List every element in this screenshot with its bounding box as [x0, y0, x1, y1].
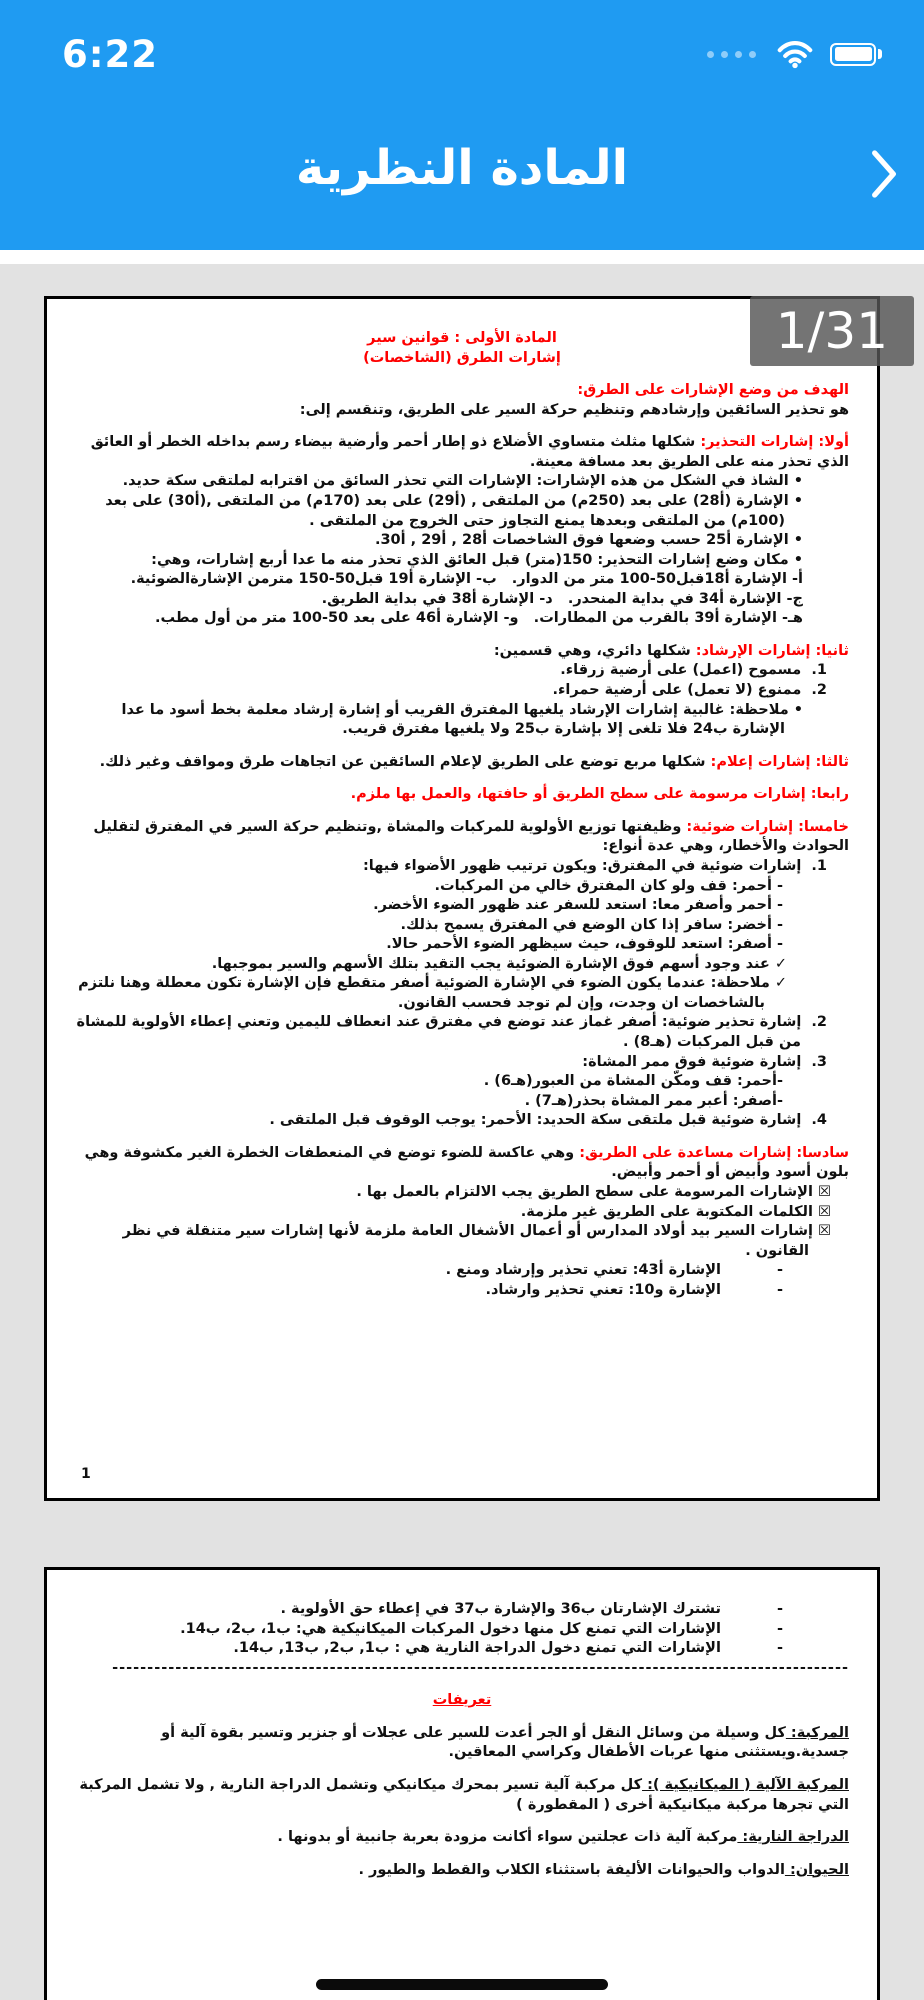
- doc-line: [75, 349, 849, 369]
- blank-line: [75, 420, 849, 433]
- doc-text-segment: الإشارة و10: تعني تحذير وارشاد.: [485, 1281, 721, 1298]
- blank-line: [75, 1678, 849, 1691]
- doc-line: [75, 492, 849, 531]
- blank-line: [75, 772, 849, 785]
- doc-line: [75, 916, 849, 936]
- doc-line: [75, 1261, 849, 1281]
- doc-line: [75, 974, 849, 1013]
- doc-text-segment: الإشارات التي تمنع كل منها دخول المركبات الميكانيكية هي: ب1، ب2، ب14.: [180, 1620, 721, 1637]
- doc-text-segment: • ملاحظة: غالبية إشارات الإرشاد يلغيها المفترق القريب أو إشارة إرشاد معلمة بخط أسود ما عدا الإشارة ب24 فلا تلغى إلا بإشارة ب25 ولا يلغيها مفترق قريب.: [121, 701, 803, 738]
- page-title: المادة النظرية: [295, 140, 629, 196]
- doc-line: [75, 381, 849, 401]
- doc-text-segment: هـ- الإشارة أ39 بالقرب من المطارات. و- الإشارة أ46 على بعد 50-100 متر من أول مطب.: [155, 610, 803, 627]
- doc-line: [75, 642, 849, 662]
- doc-line: [75, 1724, 849, 1763]
- doc-line: [75, 818, 849, 857]
- doc-text-segment: الحيوان:: [784, 1861, 849, 1878]
- doc-text-segment: أ- الإشارة أ18قبل50-100 متر من الدوار. ب- الإشارة أ19 قبل50-150 مترمن الإشارةالضوئية.: [130, 571, 803, 588]
- doc-text-segment: 1. إشارات ضوئية في المفترق: ويكون ترتيب ظهور الأضواء فيها:: [362, 857, 827, 874]
- doc-text-segment: -: [776, 1262, 783, 1279]
- doc-line: [75, 1861, 849, 1881]
- doc-line: [75, 1144, 849, 1183]
- doc-text-segment: ثانيا: إشارات الإرشاد:: [690, 642, 849, 659]
- home-indicator[interactable]: [316, 1979, 608, 1990]
- doc-text-segment: شكلها مربع توضع على الطريق لإعلام السائقين عن اتجاهات طرق ومواقف وغير ذلك.: [99, 753, 706, 770]
- blank-line: [75, 805, 849, 818]
- doc-text-segment: الدراجة النارية:: [737, 1829, 849, 1846]
- doc-text-segment: ✓ ملاحظة: عندما يكون الضوء في الإشارة الضوئية أصفر متقطع فإن الإشارة تكون معطلة وهنا نلتزم بالشاخصات ان وجدت، وإن لم توجد فحسب القانون.: [78, 975, 787, 1011]
- doc-line: [75, 1639, 849, 1659]
- doc-text-segment: - أحمر وأصفر معا: استعد للسفر عند ظهور الضوء الأخضر.: [373, 897, 783, 914]
- doc-text-segment: 4. إشارة ضوئية قبل ملتقى سكة الحديد: الأحمر: يوجب الوقوف قبل الملتقى .: [269, 1112, 827, 1129]
- doc-text-segment: -: [776, 1640, 783, 1657]
- doc-text-segment: -أحمر: قف ومكّن المشاة من العبور(هـ6) .: [483, 1073, 783, 1090]
- doc-line: [75, 896, 849, 916]
- blank-line: [75, 1763, 849, 1776]
- blank-line: [75, 1848, 849, 1861]
- doc-text-segment: كل وسيلة من وسائل النقل أو الجر أعدت للسير على عجلات أو جنزير وتسير بقوة آلية أو جسدية.ويستثنى منها عربات الأطفال وكراسي المعاقين.: [161, 1724, 849, 1761]
- battery-full-icon: [830, 43, 882, 66]
- doc-line: [75, 531, 849, 551]
- doc-text-segment: ☒ الإشارات المرسومة على سطح الطريق يجب الالتزام بالعمل بها .: [356, 1183, 831, 1200]
- doc-text-segment: المادة الأولى : قوانين سير: [367, 330, 557, 346]
- document-page-2: [44, 1567, 880, 2000]
- blank-line: [75, 368, 849, 381]
- status-icons: [707, 39, 882, 69]
- doc-text-segment: أولا: إشارات التحذير:: [695, 434, 849, 451]
- doc-line: [75, 1659, 849, 1679]
- doc-text-segment: • الشاذ في الشكل من هذه الإشارات: الإشارات التي تحذر السائق من اقترابه لملتقى سكة حديد.: [122, 473, 803, 490]
- doc-text-segment: 2. ممنوع (لا تعمل) على أرضية حمراء.: [552, 682, 827, 698]
- doc-text-segment: الهدف من وضع الإشارات على الطرق:: [577, 382, 849, 399]
- blank-line: [75, 1131, 849, 1144]
- blank-line: [75, 740, 849, 753]
- doc-line: [75, 1281, 849, 1301]
- document-page-1: [44, 296, 880, 1501]
- doc-text-segment: ✓ عند وجود أسهم فوق الإشارة الضوئية يجب التقيد بتلك الأسهم والسير بموجبها.: [211, 955, 787, 972]
- doc-text-segment: ج- الإشارة أ34 في بداية المنحدر. د- الإشارة أ38 في بداية الطريق.: [321, 590, 803, 607]
- doc-text-segment: شكلها مثلث متساوي الأضلاع ذو إطار أحمر وأرضية بيضاء رسم بداخله الخطر أو العائق الذي تحذر منه على الطريق بعد مسافة معينة.: [90, 434, 849, 470]
- doc-text-segment: الدواب والحيوانات الأليفة باستثناء الكلاب والقطط والطيور .: [358, 1861, 785, 1878]
- doc-line: [75, 1620, 849, 1640]
- doc-text-segment: -: [776, 1601, 783, 1617]
- doc-text-segment: -: [776, 1620, 783, 1637]
- doc-line: [75, 1072, 849, 1092]
- doc-line: [75, 1111, 849, 1131]
- doc-text-segment: • مكان وضع إشارات التحذير: 150(متر) قبل العائق الذي تحذر منه ما عدا أربع إشارات، وهي:: [151, 551, 803, 568]
- doc-line: [75, 785, 849, 805]
- doc-text-segment: 1. مسموح (اعمل) على أرضية زرقاء.: [560, 662, 827, 679]
- doc-text-segment: الإشارات التي تمنع دخول الدراجة النارية هي : ب1, ب2, ب13, ب14.: [233, 1640, 721, 1657]
- doc-text-segment: - أصفر: استعد للوقوف، حيث سيظهر الضوء الأحمر حالا.: [386, 936, 783, 953]
- content-top-strip: [0, 250, 924, 264]
- doc-text-segment: ---------------------------------------------------------------------------------------------------------: [112, 1659, 849, 1676]
- doc-text-segment: - أخضر: سافر إذا كان الوضع في المفترق يسمح بذلك.: [400, 916, 783, 933]
- doc-line: [75, 590, 849, 610]
- status-time: 6:22: [62, 32, 159, 76]
- doc-text-segment: ☒ الكلمات المكتوبة على الطريق غير ملزمة.: [520, 1203, 831, 1220]
- doc-text-segment: سادسا: إشارات مساعدة على الطريق:: [574, 1144, 849, 1161]
- blank-line: [75, 629, 849, 642]
- doc-line: [75, 753, 849, 773]
- doc-text-segment: • الإشارة (أ28) على بعد (250م) من الملتقى , (أ29) على بعد (170م) من الملتقى ,(أ30) على بعد (100م) من الملتقى وبعدها يمنع التجاوز حتى الخروج من الملتقى .: [105, 492, 803, 529]
- doc-text-segment: ☒ إشارات السير بيد أولاد المدارس أو أعمال الأشغال العامة ملزمة لأنها إشارات سير متنقلة في نظر القانون .: [122, 1223, 831, 1259]
- doc-text-segment: - أحمر: قف ولو كان المفترق خالي من المركبات.: [434, 877, 783, 894]
- doc-text-segment: المركبة:: [785, 1724, 849, 1741]
- doc-line: [75, 1013, 849, 1052]
- status-bar: [0, 14, 924, 94]
- doc-text-segment: شكلها دائري، وهي قسمين:: [493, 642, 691, 659]
- doc-text-segment: هو تحذير السائقين وإرشادهم وتنظيم حركة السير على الطريق، وتنقسم إلى:: [299, 401, 849, 418]
- page-1-text: [75, 329, 849, 1300]
- doc-line: [75, 877, 849, 897]
- doc-line: [75, 1183, 849, 1203]
- doc-text-segment: 2. إشارة تحذير ضوئية: أصفر غماز عند توضع في مفترق عند انعطاف لليمين وتعني إعطاء الأولوية للمشاة من قبل المركبات (هـ8) .: [76, 1014, 827, 1050]
- doc-line: [75, 551, 849, 571]
- doc-line: [75, 472, 849, 492]
- doc-text-segment: -: [776, 1281, 783, 1298]
- doc-text-segment: ثالثا: إشارات إعلام:: [705, 753, 849, 770]
- doc-line: [75, 1222, 849, 1261]
- doc-text-segment: المركبة الآلية ( الميكانيكية ):: [642, 1776, 849, 1793]
- doc-text-segment: الإشارة أ43: تعني تحذير وإرشاد ومنع .: [445, 1262, 721, 1279]
- page-indicator-badge: 1/31: [750, 296, 914, 366]
- doc-line: [75, 570, 849, 590]
- doc-line: [75, 1203, 849, 1223]
- doc-line: [75, 701, 849, 740]
- doc-text-segment: رابعا: إشارات مرسومة على سطح الطريق أو حافتها، والعمل بها ملزم.: [350, 786, 849, 803]
- doc-line: [75, 857, 849, 877]
- cellular-signal-dots-icon: [707, 51, 756, 58]
- doc-text-segment: مركبة آلية ذات عجلتين سواء أكانت مزودة بعربة جانبية أو بدونها .: [277, 1829, 738, 1846]
- doc-text-segment: • الإشارة أ25 حسب وضعها فوق الشاخصات أ28 , أ29 , أ30.: [374, 532, 803, 549]
- doc-line: [75, 955, 849, 975]
- doc-line: [75, 1600, 849, 1620]
- doc-line: [75, 1828, 849, 1848]
- doc-line: [75, 433, 849, 472]
- page-2-text: [75, 1600, 849, 1880]
- doc-line: [75, 401, 849, 421]
- doc-text-segment: تشترك الإشارتان ب36 والإشارة ب37 في إعطاء حق الأولوية .: [280, 1601, 721, 1617]
- blank-line: [75, 1815, 849, 1828]
- doc-text-segment: تعريفات: [432, 1692, 492, 1709]
- doc-line: [75, 1691, 849, 1711]
- blank-line: [75, 1711, 849, 1724]
- doc-line: [75, 1092, 849, 1112]
- doc-line: [75, 661, 849, 681]
- doc-line: [75, 609, 849, 629]
- doc-text-segment: كل مركبة آلية تسير بمحرك ميكانيكي وتشمل الدراجة النارية , ولا تشمل المركبة التي تجرها مركبة ميكانيكية أخرى ( المقطورة ): [79, 1776, 849, 1813]
- document-scroll-area[interactable]: [0, 250, 924, 2000]
- doc-line: [75, 681, 849, 701]
- page-number: 1: [81, 1466, 91, 1483]
- doc-text-segment: وظيفتها توزيع الأولوية للمركبات والمشاة ,وتنظيم حركة السير في المفترق لتقليل الحوادث والأخطار، وهي عدة أنواع:: [93, 818, 849, 855]
- doc-line: [75, 329, 849, 349]
- doc-line: [75, 935, 849, 955]
- doc-line: [75, 1053, 849, 1073]
- chevron-back-icon[interactable]: [870, 148, 898, 200]
- doc-text-segment: خامسا: إشارات ضوئية:: [681, 818, 849, 835]
- app-header: [0, 0, 924, 250]
- doc-text-segment: وهي عاكسة للضوء توضع في المنعطفات الخطرة الغير مكشوفة وهي بلون أسود وأبيض أو أحمر وأبيض.: [84, 1144, 849, 1181]
- doc-line: [75, 1776, 849, 1815]
- doc-text-segment: إشارات الطرق (الشاخصات): [363, 349, 561, 366]
- wifi-icon: [776, 39, 814, 69]
- doc-text-segment: -أصفر: أعبر ممر المشاة بحذر(هـ7) .: [524, 1092, 783, 1109]
- doc-text-segment: 3. إشارة ضوئية فوق ممر المشاة:: [582, 1053, 827, 1070]
